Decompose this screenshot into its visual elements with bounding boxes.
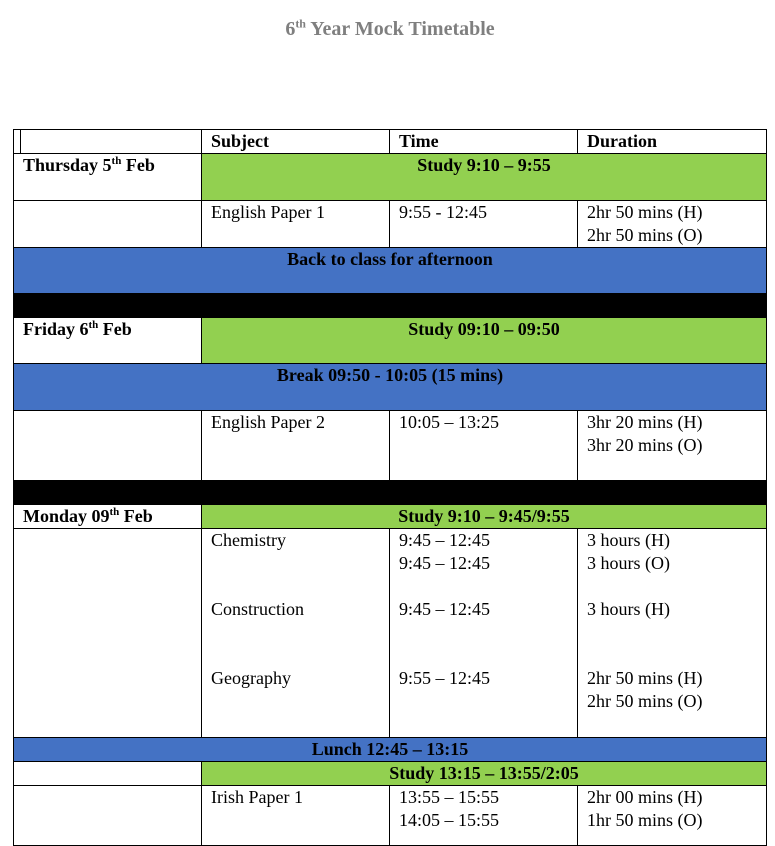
table-row <box>14 786 767 846</box>
friday-study-row <box>14 318 767 364</box>
monday-exams-row <box>14 529 767 738</box>
table-row <box>14 201 767 248</box>
header-duration: Duration <box>578 130 767 154</box>
afternoon-row <box>14 248 767 294</box>
empty-cell <box>14 529 202 738</box>
page-title: 6th Year Mock Timetable <box>285 16 495 40</box>
exam-subject: English Paper 2 <box>202 411 390 481</box>
black-divider <box>14 481 767 505</box>
empty-cell <box>14 762 202 786</box>
exam-duration: 3 hours (H) <box>587 530 670 550</box>
thursday-study-row <box>14 154 767 201</box>
exam-duration: 3 hours (O) <box>587 553 670 573</box>
exam-subject: Geography <box>211 668 291 688</box>
empty-cell <box>14 411 202 481</box>
exam-time: 9:55 – 12:45 <box>399 668 491 688</box>
exam-duration: 3 hours (H) <box>587 599 670 619</box>
exam-durations <box>578 529 767 738</box>
exam-duration: 3hr 20 mins (H) 3hr 20 mins (O) <box>578 411 767 481</box>
header-row <box>14 130 767 154</box>
friday-break-row <box>14 364 767 411</box>
afternoon-study-band: Study 13:15 – 13:55/2:05 <box>202 762 767 786</box>
afternoon-band: Back to class for afternoon <box>14 248 767 294</box>
monday-day-label: Monday 09th Feb <box>14 505 202 529</box>
friday-day-label: Friday 6th Feb <box>14 318 202 364</box>
thursday-day-label: Thursday 5th Feb <box>14 154 202 201</box>
separator-row <box>14 294 767 318</box>
exam-subject: Irish Paper 1 <box>202 786 390 846</box>
friday-study-band: Study 09:10 – 09:50 <box>202 318 767 364</box>
exam-duration: 2hr 00 mins (H) 1hr 50 mins (O) <box>578 786 767 846</box>
afternoon-study-row <box>14 762 767 786</box>
timetable <box>13 129 767 846</box>
exam-duration: 2hr 50 mins (H) <box>587 668 703 688</box>
empty-cell <box>14 786 202 846</box>
exam-times <box>390 529 578 738</box>
exam-time: 9:45 – 12:45 <box>399 599 491 619</box>
header-subject: Subject <box>202 130 390 154</box>
table-row <box>14 411 767 481</box>
monday-study-row <box>14 505 767 529</box>
lunch-row <box>14 738 767 762</box>
exam-subjects <box>202 529 390 738</box>
header-time: Time <box>390 130 578 154</box>
separator-row <box>14 481 767 505</box>
exam-duration: 2hr 50 mins (O) <box>587 691 703 711</box>
exam-time: 9:45 – 12:45 <box>399 553 491 573</box>
lunch-band: Lunch 12:45 – 13:15 <box>14 738 767 762</box>
exam-time: 10:05 – 13:25 <box>390 411 578 481</box>
exam-subject: Construction <box>211 599 304 619</box>
exam-time: 9:45 – 12:45 <box>399 530 491 550</box>
thursday-study-band: Study 9:10 – 9:55 <box>202 154 767 201</box>
black-divider <box>14 294 767 318</box>
exam-time: 13:55 – 15:55 14:05 – 15:55 <box>390 786 578 846</box>
exam-subject: Chemistry <box>211 530 286 550</box>
friday-break-band: Break 09:50 - 10:05 (15 mins) <box>14 364 767 411</box>
header-cell-blank <box>14 130 202 154</box>
empty-cell <box>14 201 202 248</box>
monday-study-band: Study 9:10 – 9:45/9:55 <box>202 505 767 529</box>
exam-subject: English Paper 1 <box>202 201 390 248</box>
exam-duration: 2hr 50 mins (H) 2hr 50 mins (O) <box>578 201 767 248</box>
exam-time: 9:55 - 12:45 <box>390 201 578 248</box>
